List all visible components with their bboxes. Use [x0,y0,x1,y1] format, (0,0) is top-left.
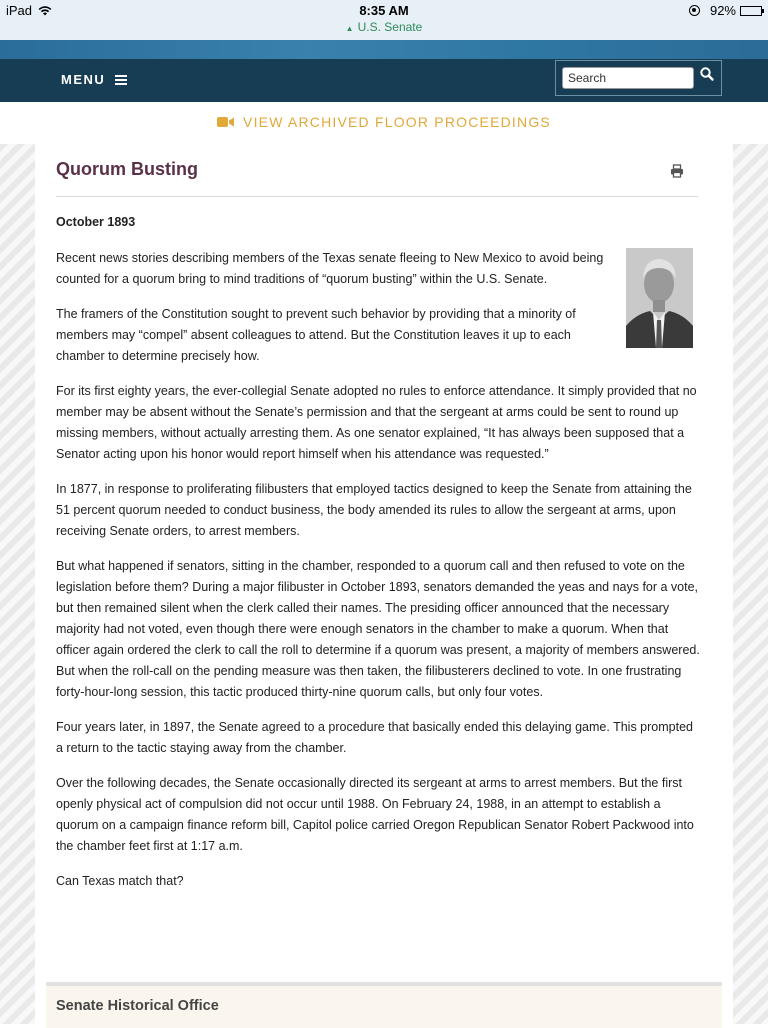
search-box [555,60,722,96]
status-right [689,3,762,18]
article-paragraph: Can Texas match that? [56,874,184,888]
status-center [0,3,768,34]
menu-button[interactable] [61,72,127,87]
menu-label: MENU [61,72,106,87]
battery-percent: 92% [709,3,736,18]
orientation-lock-icon [689,5,700,16]
lock-icon: ▲ [345,24,354,33]
video-camera-icon [217,116,234,128]
page-title: Quorum Busting [56,159,198,179]
article-paragraph: The framers of the Constitution sought to prevent such behavior by providing that a minority of members may “compel” absent colleagues to attend. But the Constitution leaves it up to each chamber to determine precisely how. [56,307,576,363]
footer-title: Senate Historical Office [56,998,219,1014]
article-paragraph: Over the following decades, the Senate occasionally directed its sergeant at arms to arrest members. But the first openly physical act of compulsion did not occur until 1988. On February 24, 1988, in an attempt to establish a quorum on a campaign finance reform bill, Capitol police carried Oregon Republican Senator Robert Packwood into the chamber feet first at 1:17 a.m. [56,776,694,853]
status-time: 8:35 AM [359,3,409,18]
search-input[interactable] [562,67,694,89]
address-bar[interactable] [0,20,768,34]
address-text: U.S. Senate [357,20,423,34]
title-row [56,156,698,197]
hamburger-icon [115,75,127,85]
article-body [56,248,701,906]
archive-link-label: VIEW ARCHIVED FLOOR PROCEEDINGS [243,114,551,130]
search-icon[interactable] [699,66,715,82]
main-content [35,144,733,1024]
view-archived-floor-proceedings-link[interactable] [217,114,551,130]
archive-bar [0,102,768,144]
article-paragraph: In 1877, in response to proliferating filibusters that employed tactics designed to keep the Senate from attaining the 51 percent quorum needed to conduct business, the body amended its rules to allow the sergeant at arms, upon receiving Senate orders, to arrest members. [56,482,692,538]
article-paragraph: For its first eighty years, the ever-collegial Senate adopted no rules to enforce attendance. It simply provided that no member may be absent without the Senate’s permission and that the sergeant at arms could be sent to round up missing members, without actually arresting them. As one senator explained, “It has always been supposed that a Senator acting upon his honor would report himself when his attendance was requested.” [56,384,697,461]
print-icon[interactable] [670,164,684,178]
right-stripe-decoration [733,144,768,1024]
ios-status-bar [0,0,768,40]
left-stripe-decoration [0,144,35,1024]
device-name: iPad [6,3,33,18]
article-paragraph: But what happened if senators, sitting in the chamber, responded to a quorum call and then refused to vote on the legislation before them? During a major filibuster in October 1893, senators demanded the yeas and nays for a vote, but then remained silent when the clerk called their names. The presiding officer announced that the necessary majority had not voted, even though there were enough senators in the chamber to make a quorum. When that officer again ordered the clerk to call the roll to determine if a quorum was present, a majority of members answered. But when the roll-call on the pending measure was then taken, the filibusterers declined to vote. In one frustrating forty-hour-long session, this tactic produced thirty-nine quorum calls, but only four votes. [56,559,700,699]
article-paragraph: Recent news stories describing members of the Texas senate fleeing to New Mexico to avoid being counted for a quorum bring to mind traditions of “quorum busting” within the U.S. Senate. [56,251,604,286]
senate-historical-office-box [46,982,722,1028]
article-date: October 1893 [56,215,136,229]
battery-icon [740,6,762,16]
header-banner [0,40,768,59]
article-paragraph: Four years later, in 1897, the Senate agreed to a procedure that basically ended this delaying game. This prompted a return to the tactic staying away from the chamber. [56,720,693,755]
